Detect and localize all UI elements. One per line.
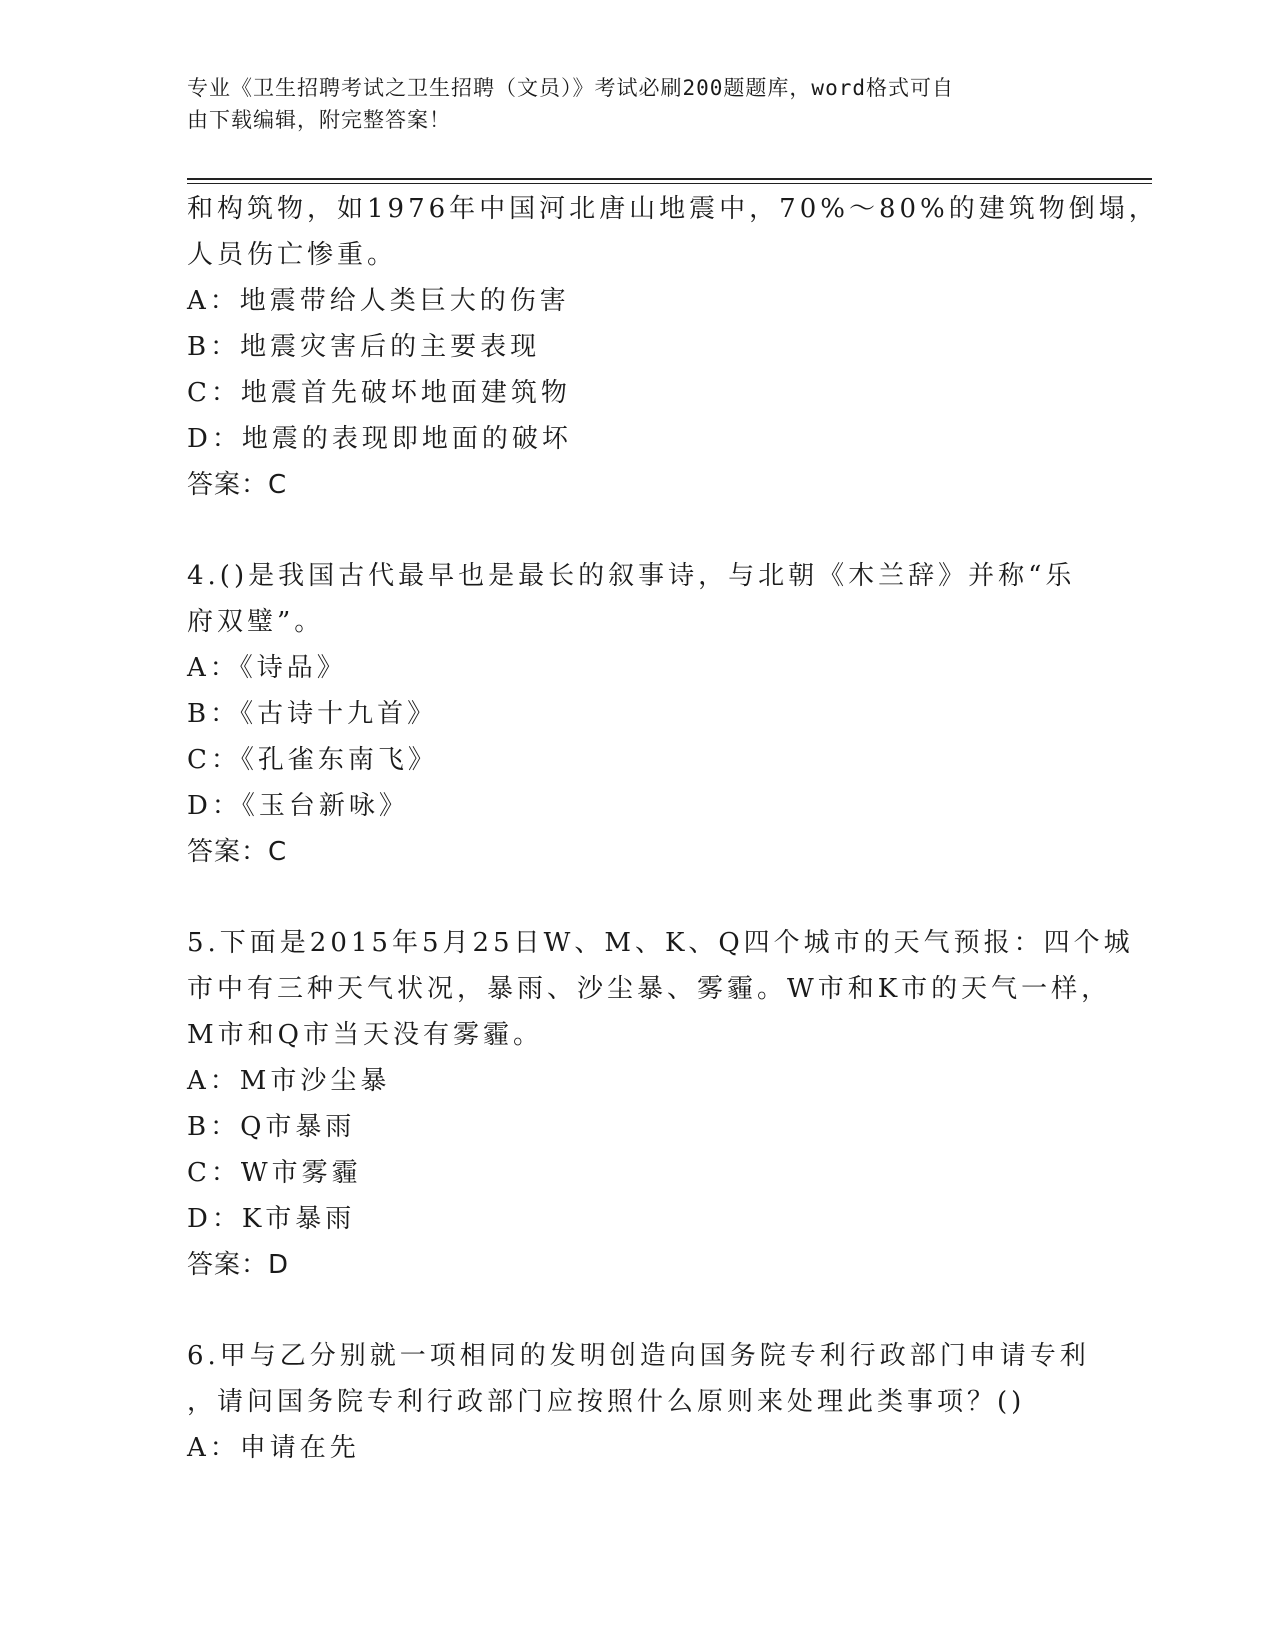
question-text-line: M市和Q市当天没有雾霾。 (187, 1020, 543, 1050)
option-d: D：K市暴雨 (187, 1204, 356, 1234)
question-6 (187, 1333, 1090, 1471)
option-a: A：《诗品》 (187, 653, 347, 683)
spacer (187, 508, 1087, 553)
option-b: B：地震灾害后的主要表现 (187, 332, 541, 362)
question-text-line: 4.()是我国古代最早也是最长的叙事诗，与北朝《木兰辞》并称“乐 (187, 561, 1076, 591)
option-d: D：《玉台新咏》 (187, 791, 409, 821)
question-text-line: 市中有三种天气状况，暴雨、沙尘暴、雾霾。W市和K市的天气一样， (187, 974, 1112, 1004)
spacer (187, 875, 1087, 920)
question-4 (187, 553, 1087, 875)
header-line: 专业《卫生招聘考试之卫生招聘（文员）》考试必刷200题题库，word格式可自 (187, 76, 954, 100)
question-text-line: 府双璧”。 (187, 607, 325, 637)
document-header (187, 72, 1067, 136)
option-a: A：申请在先 (187, 1433, 360, 1463)
option-c: C：W市雾霾 (187, 1158, 362, 1188)
header-line: 由下载编辑，附完整答案！ (187, 108, 451, 132)
question-text-line: 6.甲与乙分别就一项相同的发明创造向国务院专利行政部门申请专利 (187, 1341, 1090, 1371)
option-a: A：地震带给人类巨大的伤害 (187, 286, 570, 316)
header-divider-thin (187, 183, 1152, 184)
header-divider-thick (187, 178, 1152, 180)
question-text-line: ，请问国务院专利行政部门应按照什么原则来处理此类事项？() (187, 1387, 1026, 1417)
option-a: A：M市沙尘暴 (187, 1066, 391, 1096)
option-d: D：地震的表现即地面的破坏 (187, 424, 572, 454)
question-text-line: 5.下面是2015年5月25日W、M、K、Q四个城市的天气预报：四个城 (187, 928, 1134, 958)
option-b: B：《古诗十九首》 (187, 699, 438, 729)
option-b: B：Q市暴雨 (187, 1112, 356, 1142)
document-body (187, 186, 1159, 1471)
answer-line: 答案：C (187, 470, 288, 500)
answer-line: 答案：D (187, 1250, 290, 1280)
spacer (187, 1288, 1087, 1333)
question-3 (187, 186, 1159, 508)
question-text-line: 和构筑物，如1976年中国河北唐山地震中，70%～80%的建筑物倒塌， (187, 194, 1159, 224)
question-text-line: 人员伤亡惨重。 (187, 240, 398, 270)
question-5 (187, 920, 1134, 1288)
answer-line: 答案：C (187, 837, 288, 867)
option-c: C：《孔雀东南飞》 (187, 745, 438, 775)
option-c: C：地震首先破坏地面建筑物 (187, 378, 571, 408)
